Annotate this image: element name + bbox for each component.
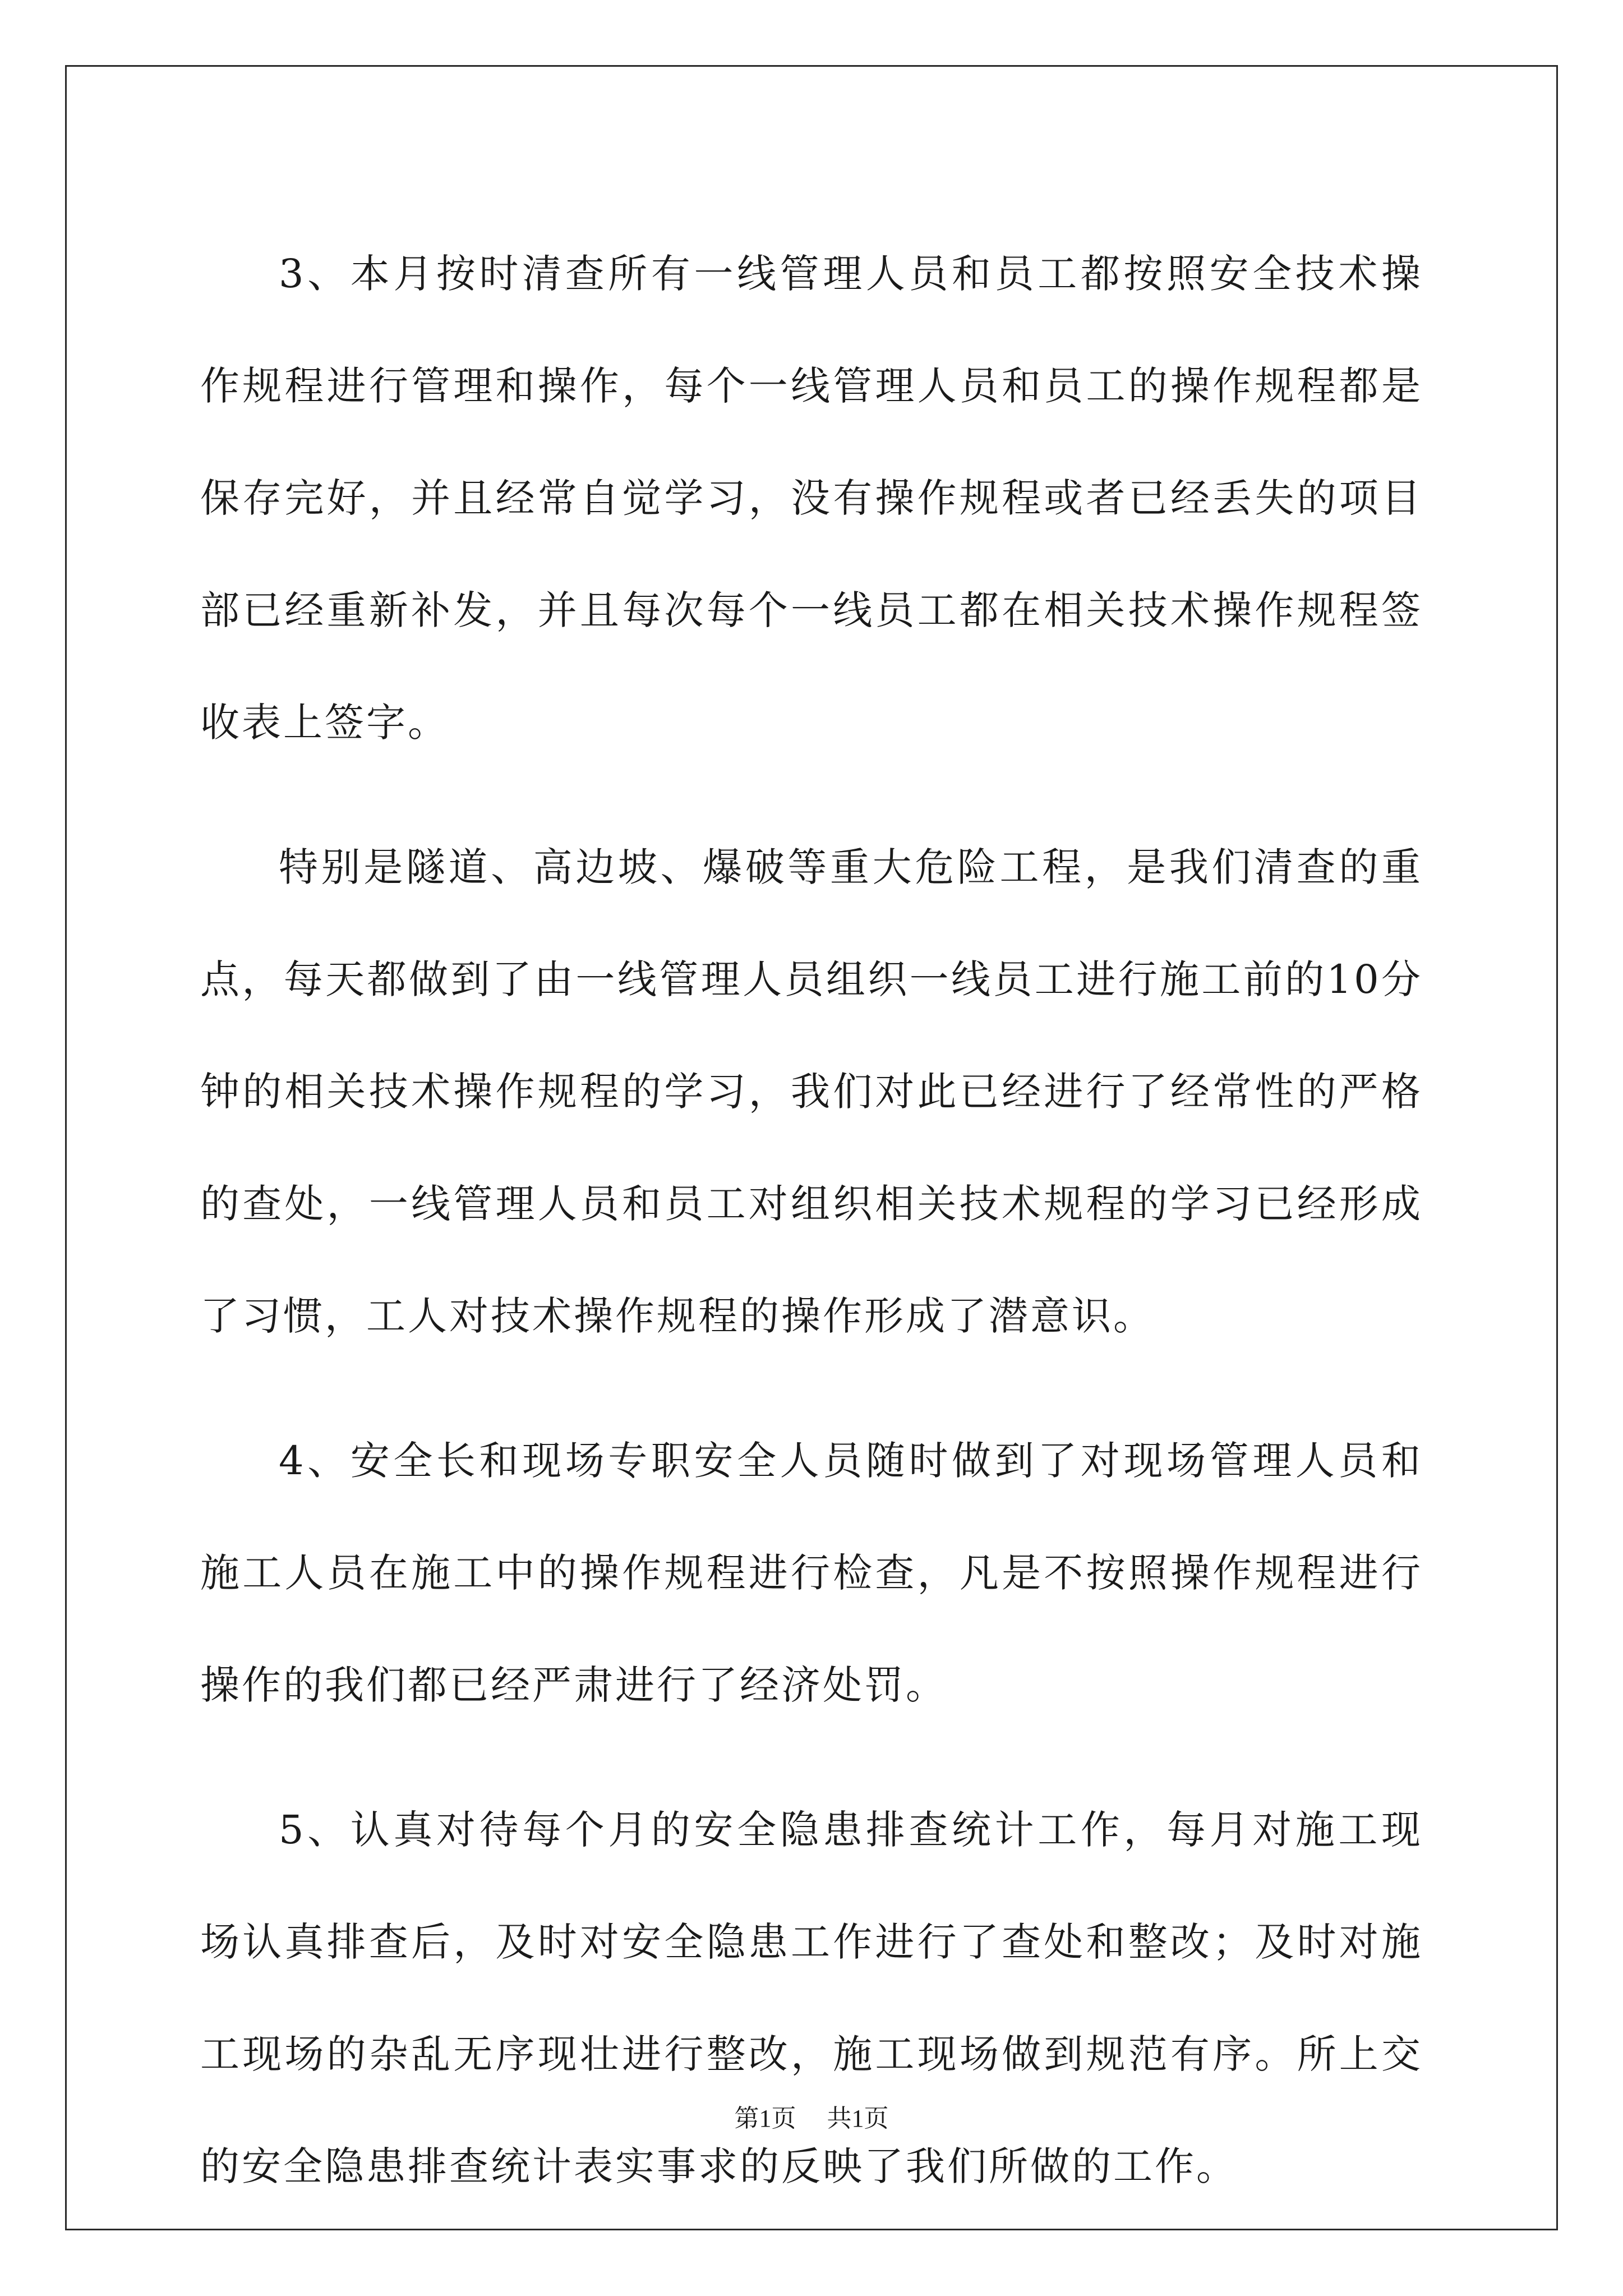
paragraph-special-projects: 特别是隧道、高边坡、爆破等重大危险工程，是我们清查的重点，每天都做到了由一线管理人员组织一线员工进行施工前的10分钟的相关技术操作规程的学习，我们对此已经进行了经常性的严格的查处，一线管理人员和员工对组织相关技术规程的学习已经形成了习惯，工人对技术操作规程的操作形成了潜意识。 [200, 844, 1423, 1339]
paragraph-item-3: 3、本月按时清查所有一线管理人员和员工都按照安全技术操作规程进行管理和操作，每个一线管理人员和员工的操作规程都是保存完好，并且经常自觉学习，没有操作规程或者已经丢失的项目部已经重新补发，并且每次每个一线员工都在相关技术操作规程签收表上签字。 [200, 251, 1423, 746]
page-footer [0, 2098, 1623, 2134]
page-number-total: 共1页 [827, 2105, 889, 2132]
paragraph-item-4: 4、安全长和现场专职安全人员随时做到了对现场管理人员和施工人员在施工中的操作规程进行检查，凡是不按照操作规程进行操作的我们都已经严肃进行了经济处罚。 [200, 1438, 1423, 1708]
document-body [200, 218, 1423, 2255]
paragraph-item-5: 5、认真对待每个月的安全隐患排查统计工作，每月对施工现场认真排查后，及时对安全隐患工作进行了查处和整改；及时对施工现场的杂乱无序现壮进行整改，施工现场做到规范有序。所上交的安全隐患排查统计表实事求的反映了我们所做的工作。 [200, 1807, 1423, 2189]
page-number-current: 第1页 [734, 2105, 796, 2132]
